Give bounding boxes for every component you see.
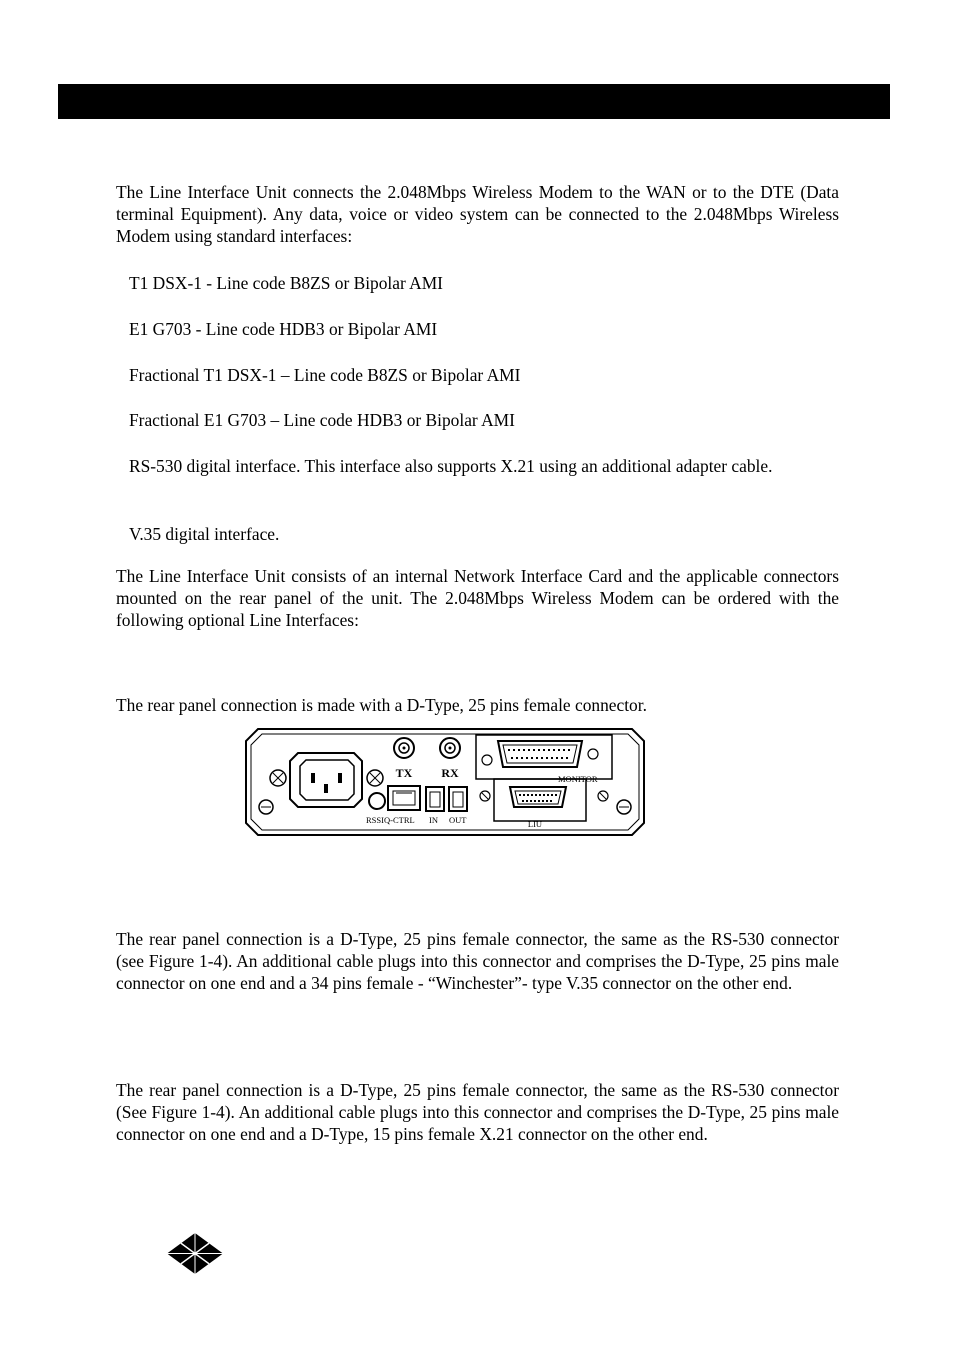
- rs530-paragraph: The rear panel connection is made with a D-Type, 25 pins female connector.: [116, 695, 647, 715]
- v35-paragraph: The rear panel connection is a D-Type, 25 pins female connector, the same as the RS-530 connector (see Figure 1-4). An additional cable plugs into this connector and comprises the D-Type, 25 pins male connector on one end and a 34 pins female - “Winchester”- type V.35 connector on the other end.: [116, 929, 839, 994]
- rx-label: RX: [441, 766, 459, 780]
- company-logo-icon: [165, 1232, 225, 1275]
- monitor-label: MONITOR: [558, 774, 598, 784]
- interface-item-e1: E1 G703 - Line code HDB3 or Bipolar AMI: [129, 319, 438, 339]
- qctrl-jack-icon: [388, 786, 420, 810]
- tx-connector-icon: [394, 738, 414, 758]
- interface-item-fractional-e1: Fractional E1 G703 – Line code HDB3 or Bipolar AMI: [129, 410, 515, 430]
- intro-paragraph: The Line Interface Unit connects the 2.048Mbps Wireless Modem to the WAN or to the DTE (Data terminal Equipment). Any data, voice or video system can be connected to the 2.048Mbps Wireless Modem using standard interfaces:: [116, 182, 839, 247]
- tx-label: TX: [395, 766, 413, 780]
- x21-paragraph: The rear panel connection is a D-Type, 25 pins female connector, the same as the RS-530 connector (See Figure 1-4). An additional cable plugs into this connector and comprises the D-Type, 25 pins male connector on one end and a D-Type, 15 pins female X.21 connector on the other end.: [116, 1080, 839, 1145]
- rssi-label: RSSI: [366, 815, 384, 825]
- rx-connector-icon: [440, 738, 460, 758]
- interface-item-t1: T1 DSX-1 - Line code B8ZS or Bipolar AMI: [129, 273, 443, 293]
- interface-item-fractional-t1: Fractional T1 DSX-1 – Line code B8ZS or Bipolar AMI: [129, 365, 521, 385]
- qctrl-label: Q-CTRL: [384, 815, 415, 825]
- header-bar: [58, 84, 890, 119]
- out-jack-icon: [449, 787, 467, 811]
- interface-item-rs530: RS-530 digital interface. This interface also supports X.21 using an additional adapter cable.: [129, 456, 773, 476]
- in-label: IN: [429, 815, 438, 825]
- options-paragraph: The Line Interface Unit consists of an internal Network Interface Card and the applicable connectors mounted on the rear panel of the unit. The 2.048Mbps Wireless Modem can be ordered with the following optional Line Interfaces:: [116, 566, 839, 631]
- interface-item-v35: V.35 digital interface.: [129, 524, 280, 544]
- liu-label: LIU: [527, 819, 543, 829]
- rssi-jack-icon: [369, 793, 385, 809]
- in-jack-icon: [426, 787, 444, 811]
- out-label: OUT: [449, 815, 467, 825]
- rear-panel-figure: [244, 727, 646, 837]
- rear-panel-drawing: [244, 727, 646, 837]
